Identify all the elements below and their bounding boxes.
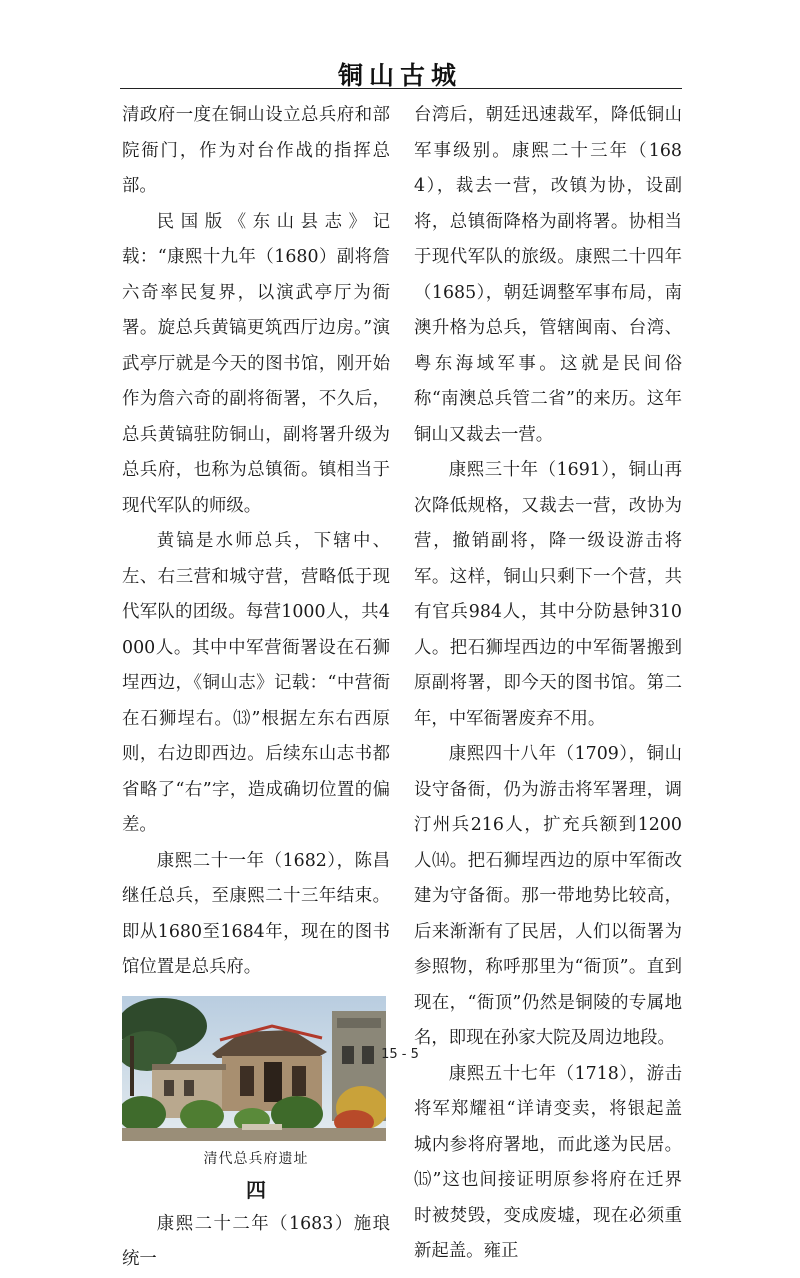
page-number: 15 - 5 (381, 1047, 419, 1062)
paragraph: 民国版《东山县志》记载：“康熙十九年（1680）副将詹六奇率民复界，以演武亭厅为衙署。旋总兵黄镐更筑西厅边房。”演武亭厅就是今天的图书馆，刚开始作为詹六奇的副将衙署，不久后，总兵黄镐驻防铜山，副将署升级为总兵府，也称为总镇衙。镇相当于现代军队的师级。 (122, 211, 390, 516)
paragraph: 台湾后，朝廷迅速裁军，降低铜山军事级别。康熙二十三年（1684），裁去一营，改镇为协，设副将，总镇衙降格为副将署。协相当于现代军队的旅级。康熙二十四年（1685），朝廷调整军事布局，南澳升格为总兵，管辖闽南、台湾、粤东海域军事。这就是民间俗称“南澳总兵管二省”的来历。这年铜山又裁去一营。 (414, 105, 682, 445)
section-heading: 四 (246, 1177, 266, 1202)
historic-building-photo (122, 996, 386, 1141)
paragraph: 康熙二十一年（1682），陈昌继任总兵，至康熙二十三年结束。即从1680至1684年，现在的图书馆位置是总兵府。 (122, 850, 390, 977)
left-column (122, 98, 390, 1278)
paragraph: 康熙四十八年（1709），铜山设守备衙，仍为游击将军署理，调汀州兵216人，扩充兵额到1200人⒁。把石狮埕西边的原中军衙改建为守备衙。那一带地势比较高，后来渐渐有了民居，人们以衙署为参照物，称呼那里为“衙顶”。直到现在，“衙顶”仍然是铜陵的专属地名，即现在孙家大院及周边地段。 (414, 744, 682, 1048)
paragraph: 清政府一度在铜山设立总兵府和部院衙门，作为对台作战的指挥总部。 (122, 105, 390, 196)
paragraph: 康熙二十二年（1683）施琅统一 (122, 1213, 390, 1269)
paragraph: 康熙五十七年（1718），游击将军郑耀祖“详请变卖，将银起盖城内参将府署地，而此遂为民居。⒂”这也间接证明原参将府在迁界时被焚毁，变成废墟，现在必须重新起盖。雍正 (414, 1063, 682, 1261)
header-divider (120, 88, 682, 89)
right-column (414, 98, 682, 1270)
photo-caption: 清代总兵府遗址 (203, 1150, 309, 1167)
page-header-title: 铜山古城 (337, 61, 462, 90)
paragraph: 黄镐是水师总兵，下辖中、左、右三营和城守营，营略低于现代军队的团级。每营1000人，共4000人。其中中军营衙署设在石狮埕西边，《铜山志》记载：“中营衙在石狮埕右。⒀”根据左东右西原则，右边即西边。后续东山志书都省略了“右”字，造成确切位置的偏差。 (122, 531, 390, 835)
paragraph: 康熙三十年（1691），铜山再次降低规格，又裁去一营，改协为营，撤销副将，降一级设游击将军。这样，铜山只剩下一个营，共有官兵984人，其中分防悬钟310人。把石狮埕西边的中军衙署搬到原副将署，即今天的图书馆。第二年，中军衙署废弃不用。 (414, 460, 682, 729)
